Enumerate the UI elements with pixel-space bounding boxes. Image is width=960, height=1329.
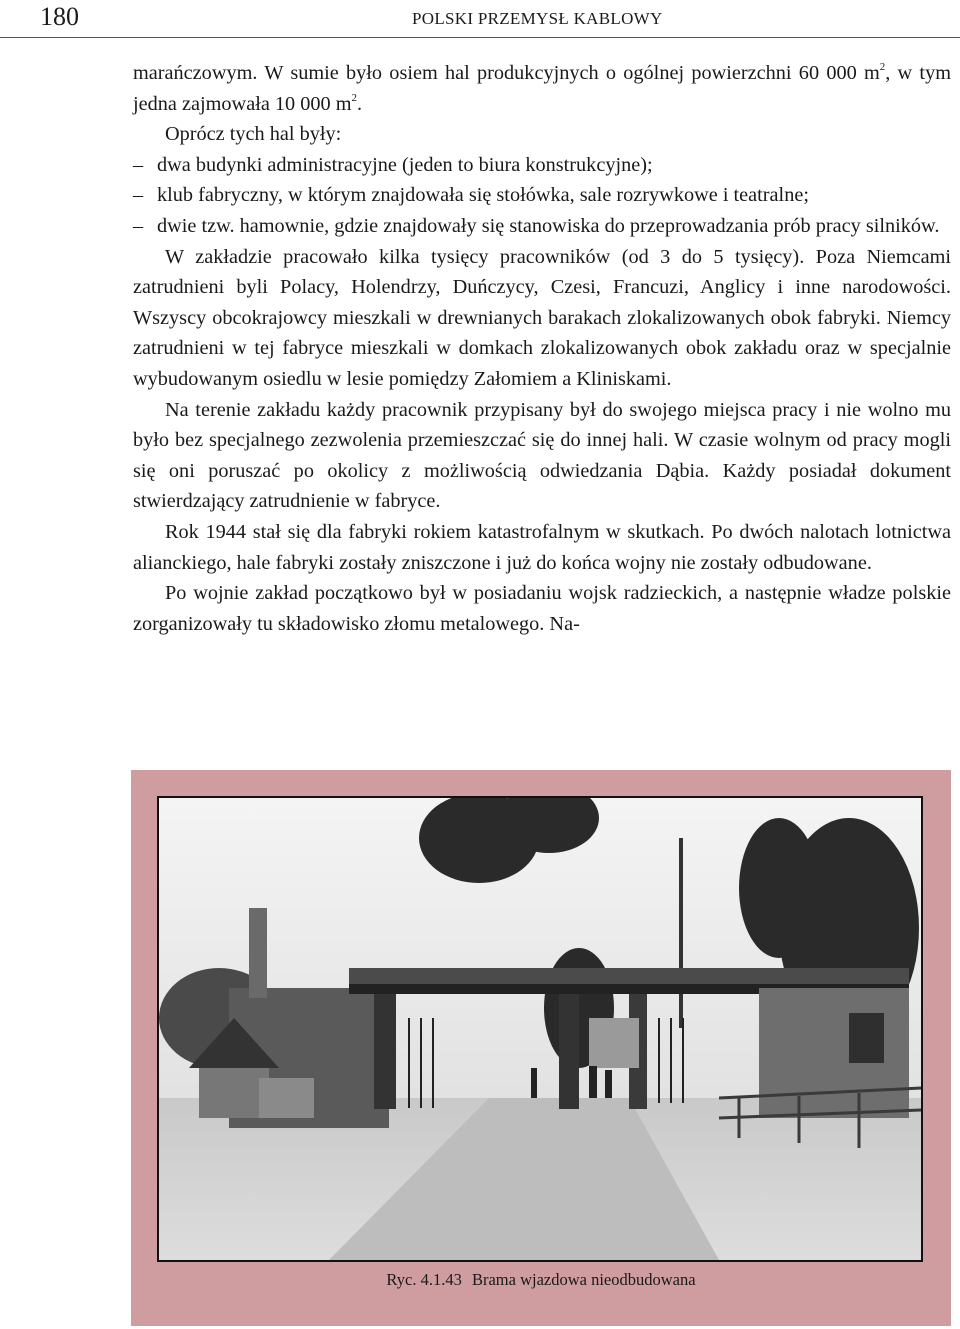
figure-caption-text: Brama wjazdowa nieodbudowana <box>471 1270 696 1289</box>
gate-photo <box>157 796 923 1262</box>
figure-caption <box>131 1270 951 1290</box>
paragraph-3: W zakładzie pracowało kilka tysięcy pracowników (od 3 do 5 tysięcy). Poza Niemcami zatrudnieni byli Polacy, Holendrzy, Duńczycy, Czesi, Francuzi, Anglicy i inne narodowości. Wszyscy obcokrajowcy mieszkali w drewnianych barakach zlokalizowanych obok fabryki. Niemcy zatrudnieni w tej fabryce mieszkali w domkach zlokalizowanych obok zakładu oraz w specjalnie wybudowanym osiedlu w lesie pomiędzy Załomiem a Kliniskami. <box>133 245 951 390</box>
running-title: POLSKI PRZEMYSŁ KABLOWY <box>412 9 663 28</box>
gate-photo-illustration <box>159 798 921 1260</box>
list-item: – klub fabryczny, w którym znajdowała się stołówka, sale rozrywkowe i teatralne; <box>133 184 809 207</box>
paragraph-1: marańczowym. W sumie było osiem hal produkcyjnych o ogólnej powierzchni 60 000 $m^2$, w tym jedna zajmowała 10 000 $m^2$. <box>133 61 951 115</box>
paragraph-2: Oprócz tych hal były: <box>165 123 342 146</box>
paragraph-5: Rok 1944 stał się dla fabryki rokiem katastrofalnym w skutkach. Po dwóch nalotach lotnictwa alianckiego, hale fabryki zostały zniszczone i już do końca wojny nie zostały odbudowane. <box>133 520 951 574</box>
list-item: – dwa budynki administracyjne (jeden to biura konstrukcyjne); <box>133 153 653 176</box>
header-rule <box>0 37 960 38</box>
list-item: – dwie tzw. hamownie, gdzie znajdowały się stanowiska do przeprowadzania prób pracy silników. <box>133 214 940 237</box>
paragraph-4: Na terenie zakładu każdy pracownik przypisany był do swojego miejsca pracy i nie wolno mu było bez specjalnego zezwolenia przemieszczać się do innej hali. W czasie wolnym od pracy mogli się oni poruszać po okolicy z możliwością odwiedzania Dąbia. Każdy posiadał dokument stwierdzający zatrudnienie w fabryce. <box>133 398 951 513</box>
paragraph-6: Po wojnie zakład początkowo był w posiadaniu wojsk radzieckich, a następnie władze polskie zorganizowały tu składowisko złomu metalowego. Na- <box>133 582 951 635</box>
page-header <box>0 0 960 40</box>
page-number: 180 <box>40 2 79 31</box>
body-text <box>133 58 951 639</box>
figure-number: Ryc. 4.1.43 <box>386 1270 462 1289</box>
figure-frame <box>131 770 951 1326</box>
